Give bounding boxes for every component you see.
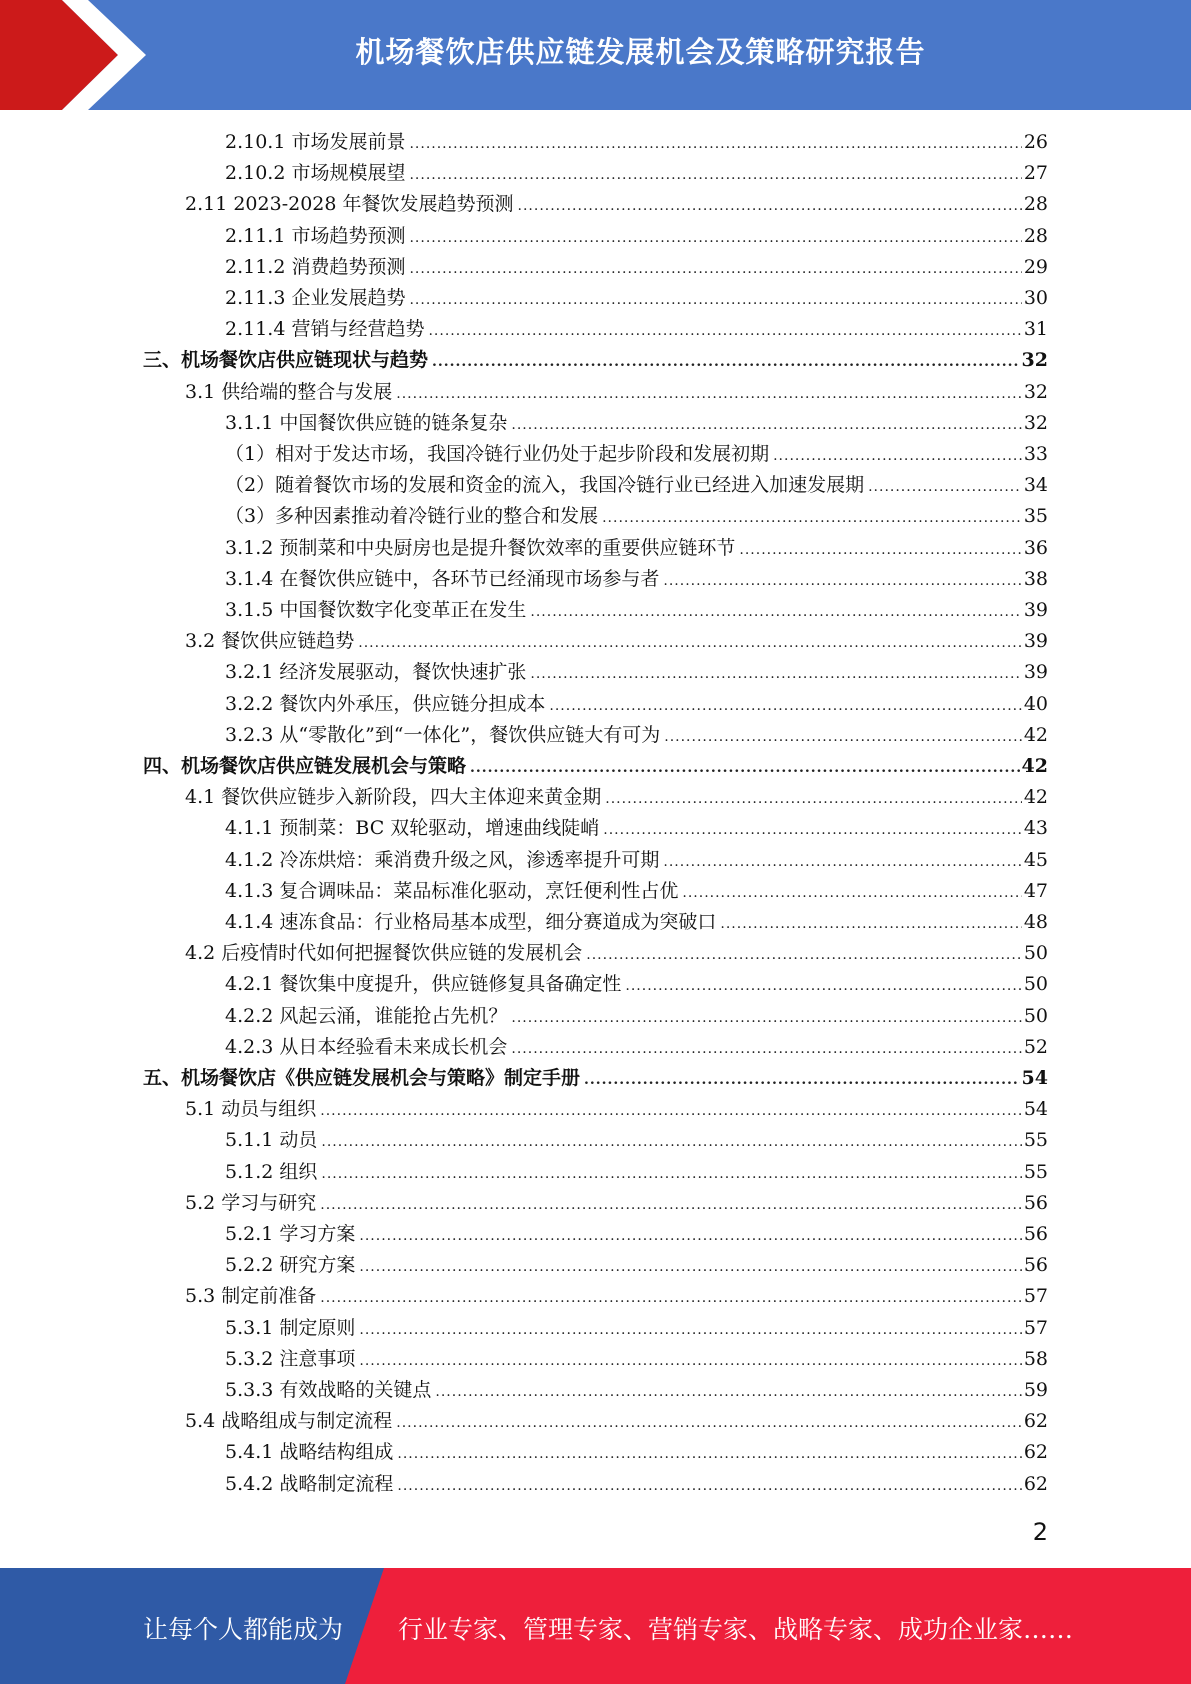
- toc-entry-page: 62: [1023, 1473, 1048, 1495]
- toc-entry-title: 4.1.1 预制菜：BC 双轮驱动，增速曲线陡峭: [225, 817, 600, 839]
- toc-entry-page: 36: [1023, 537, 1048, 559]
- toc-entry[interactable]: [225, 158, 1048, 189]
- toc-leader-dots: [396, 379, 1022, 410]
- toc-entry-title: 5.4.2 战略制定流程: [225, 1473, 394, 1495]
- footer-slogan-right: 行业专家、管理专家、营销专家、战略专家、成功企业家……: [398, 1615, 1074, 1644]
- toc-entry-title: 3.1.4 在餐饮供应链中，各环节已经涌现市场参与者: [225, 568, 660, 590]
- toc-entry-page: 50: [1023, 1005, 1048, 1027]
- toc-entry-page: 35: [1023, 505, 1048, 527]
- toc-entry-page: 47: [1023, 880, 1048, 902]
- toc-entry-page: 45: [1023, 849, 1048, 871]
- toc-entry-title: 3.1 供给端的整合与发展: [185, 381, 393, 403]
- toc-entry-page: 55: [1023, 1129, 1048, 1151]
- toc-entry-title: 5.3 制定前准备: [185, 1285, 317, 1307]
- toc-entry-page: 27: [1023, 162, 1048, 184]
- toc-entry-page: 57: [1023, 1285, 1048, 1307]
- toc-entry[interactable]: [143, 345, 1048, 376]
- toc-entry-page: 28: [1023, 225, 1048, 247]
- toc-leader-dots: [397, 1471, 1021, 1502]
- toc-entry[interactable]: [225, 876, 1048, 907]
- toc-entry[interactable]: [225, 283, 1048, 314]
- toc-entry[interactable]: [143, 751, 1048, 782]
- toc-leader-dots: [773, 441, 1022, 472]
- toc-entry-page: 48: [1023, 911, 1048, 933]
- toc-entry-page: 33: [1023, 443, 1048, 465]
- toc-leader-dots: [409, 223, 1021, 254]
- toc-entry-title: 2.11.3 企业发展趋势: [225, 287, 406, 309]
- page-number: 2: [1032, 1518, 1048, 1546]
- toc-entry-page: 31: [1023, 318, 1048, 340]
- toc-leader-dots: [435, 1377, 1021, 1408]
- toc-entry-page: 58: [1023, 1348, 1048, 1370]
- toc-entry[interactable]: [225, 127, 1048, 158]
- toc-leader-dots: [320, 1190, 1022, 1221]
- toc-entry-title: 5.4 战略组成与制定流程: [185, 1410, 393, 1432]
- toc-leader-dots: [320, 1283, 1022, 1314]
- toc-entry-title: 3.2 餐饮供应链趋势: [185, 630, 355, 652]
- toc-entry-title: 五、机场餐饮店《供应链发展机会与策略》制定手册: [143, 1067, 581, 1089]
- toc-entry-title: 3.2.3 从“零散化”到“一体化”，餐饮供应链大有可为: [225, 724, 661, 746]
- toc-entry-title: 4.2.3 从日本经验看未来成长机会: [225, 1036, 508, 1058]
- toc-entry[interactable]: [225, 657, 1048, 688]
- toc-entry[interactable]: [225, 1469, 1048, 1500]
- toc-entry-page: 57: [1023, 1317, 1048, 1339]
- toc-entry-title: 四、机场餐饮店供应链发展机会与策略: [143, 755, 467, 777]
- toc-entry-page: 42: [1023, 724, 1048, 746]
- toc-entry[interactable]: [225, 907, 1048, 938]
- toc-entry-title: 5.4.1 战略结构组成: [225, 1441, 394, 1463]
- toc-entry-page: 39: [1023, 661, 1048, 683]
- toc-entry-title: 3.1.2 预制菜和中央厨房也是提升餐饮效率的重要供应链环节: [225, 537, 736, 559]
- toc-entry-title: （3）多种因素推动着冷链行业的整合和发展: [225, 505, 599, 527]
- toc-entry-page: 56: [1023, 1223, 1048, 1245]
- toc-entry-title: 2.11.4 营销与经营趋势: [225, 318, 425, 340]
- toc-entry[interactable]: [185, 1094, 1048, 1125]
- toc-entry[interactable]: [225, 720, 1048, 751]
- toc-leader-dots: [605, 784, 1022, 815]
- toc-leader-dots: [409, 254, 1021, 285]
- toc-leader-dots: [530, 659, 1021, 690]
- toc-entry[interactable]: [185, 1188, 1048, 1219]
- toc-entry-page: 50: [1023, 973, 1048, 995]
- header-title: 机场餐饮店供应链发展机会及策略研究报告: [355, 35, 926, 69]
- toc-entry-title: 5.3.3 有效战略的关键点: [225, 1379, 432, 1401]
- toc-entry-page: 59: [1023, 1379, 1048, 1401]
- toc-entry-title: 5.3.1 制定原则: [225, 1317, 356, 1339]
- toc-entry-title: 5.2.1 学习方案: [225, 1223, 356, 1245]
- toc-entry[interactable]: [185, 189, 1048, 220]
- toc-entry[interactable]: [185, 1406, 1048, 1437]
- toc-entry-title: 5.2.2 研究方案: [225, 1254, 356, 1276]
- toc-entry[interactable]: [225, 1437, 1048, 1468]
- toc-entry-title: （1）相对于发达市场，我国冷链行业仍处于起步阶段和发展初期: [225, 443, 770, 465]
- toc-entry-page: 40: [1023, 693, 1048, 715]
- toc-entry-page: 56: [1023, 1192, 1048, 1214]
- toc-entry-title: 4.2.2 风起云涌，谁能抢占先机？: [225, 1005, 508, 1027]
- toc-entry-title: 5.1.1 动员: [225, 1129, 318, 1151]
- toc-leader-dots: [358, 628, 1022, 659]
- toc-leader-dots: [663, 847, 1021, 878]
- toc-entry-page: 39: [1023, 599, 1048, 621]
- toc-entry-title: 4.1.2 冷冻烘焙：乘消费升级之风，渗透率提升可期: [225, 849, 660, 871]
- toc-entry-title: 4.2 后疫情时代如何把握餐饮供应链的发展机会: [185, 942, 583, 964]
- toc-entry-title: 5.1.2 组织: [225, 1161, 318, 1183]
- toc-entry-page: 56: [1023, 1254, 1048, 1276]
- toc-leader-dots: [664, 722, 1022, 753]
- toc-leader-dots: [470, 753, 1020, 784]
- toc-leader-dots: [584, 1065, 1020, 1096]
- toc-leader-dots: [409, 160, 1021, 191]
- toc-entry-page: 39: [1023, 630, 1048, 652]
- toc-entry-title: 3.2.2 餐饮内外承压，供应链分担成本: [225, 693, 546, 715]
- toc-entry-page: 32: [1023, 381, 1048, 403]
- toc-entry-page: 50: [1023, 942, 1048, 964]
- toc-leader-dots: [359, 1221, 1021, 1252]
- toc-entry-title: 3.1.1 中国餐饮供应链的链条复杂: [225, 412, 508, 434]
- toc-leader-dots: [428, 316, 1021, 347]
- toc-entry-page: 52: [1023, 1036, 1048, 1058]
- toc-leader-dots: [409, 129, 1021, 160]
- toc-entry[interactable]: [225, 564, 1048, 595]
- toc-entry[interactable]: [185, 626, 1048, 657]
- toc-entry[interactable]: [225, 689, 1048, 720]
- toc-leader-dots: [359, 1315, 1021, 1346]
- toc-entry[interactable]: [225, 408, 1048, 439]
- footer-slogan-left: 让每个人都能成为: [143, 1615, 344, 1644]
- toc-entry-title: 2.11.2 消费趋势预测: [225, 256, 406, 278]
- toc-leader-dots: [682, 878, 1021, 909]
- toc-entry[interactable]: [225, 1344, 1048, 1375]
- toc-leader-dots: [739, 535, 1021, 566]
- toc-entry-title: （2）随着餐饮市场的发展和资金的流入，我国冷链行业已经进入加速发展期: [225, 474, 865, 496]
- toc-entry-page: 30: [1023, 287, 1048, 309]
- toc-entry[interactable]: [225, 221, 1048, 252]
- toc-entry-page: 28: [1023, 193, 1048, 215]
- toc-leader-dots: [518, 191, 1022, 222]
- toc-leader-dots: [320, 1096, 1022, 1127]
- toc-entry[interactable]: [225, 533, 1048, 564]
- toc-entry[interactable]: [225, 1032, 1048, 1063]
- toc-leader-dots: [409, 285, 1021, 316]
- toc-entry[interactable]: [185, 782, 1048, 813]
- toc-entry[interactable]: [225, 595, 1048, 626]
- toc-entry-page: 42: [1023, 786, 1048, 808]
- toc-entry-title: 4.1.4 速冻食品：行业格局基本成型，细分赛道成为突破口: [225, 911, 717, 933]
- toc-entry-title: 2.10.2 市场规模展望: [225, 162, 406, 184]
- toc-leader-dots: [625, 971, 1021, 1002]
- toc-leader-dots: [511, 1034, 1021, 1065]
- toc-entry[interactable]: [225, 969, 1048, 1000]
- toc-leader-dots: [359, 1346, 1021, 1377]
- toc-entry-page: 38: [1023, 568, 1048, 590]
- toc-entry[interactable]: [225, 1157, 1048, 1188]
- toc-leader-dots: [549, 691, 1021, 722]
- toc-entry-title: 三、机场餐饮店供应链现状与趋势: [143, 349, 429, 371]
- toc-leader-dots: [321, 1127, 1021, 1158]
- toc-leader-dots: [397, 1439, 1021, 1470]
- toc-entry[interactable]: [143, 1063, 1048, 1094]
- toc-entry-page: 26: [1023, 131, 1048, 153]
- toc-entry[interactable]: [225, 1219, 1048, 1250]
- page-header: [0, 0, 1191, 110]
- toc-leader-dots: [511, 1003, 1021, 1034]
- toc-entry-title: 3.1.5 中国餐饮数字化变革正在发生: [225, 599, 527, 621]
- toc-leader-dots: [432, 347, 1020, 378]
- toc-entry-page: 42: [1021, 755, 1048, 777]
- toc-entry[interactable]: [225, 1375, 1048, 1406]
- toc-entry[interactable]: [225, 1250, 1048, 1281]
- toc-entry-page: 54: [1023, 1098, 1048, 1120]
- toc-leader-dots: [396, 1408, 1022, 1439]
- toc-entry-page: 29: [1023, 256, 1048, 278]
- toc-entry-title: 4.1.3 复合调味品：菜品标准化驱动，烹饪便利性占优: [225, 880, 679, 902]
- toc-entry-title: 3.2.1 经济发展驱动，餐饮快速扩张: [225, 661, 527, 683]
- toc-entry[interactable]: [185, 377, 1048, 408]
- toc-entry[interactable]: [185, 1281, 1048, 1312]
- toc-leader-dots: [530, 597, 1021, 628]
- toc-leader-dots: [602, 503, 1022, 534]
- toc-entry[interactable]: [185, 938, 1048, 969]
- toc-leader-dots: [720, 909, 1021, 940]
- toc-entry-title: 4.2.1 餐饮集中度提升，供应链修复具备确定性: [225, 973, 622, 995]
- toc-entry-title: 2.10.1 市场发展前景: [225, 131, 406, 153]
- toc-entry-title: 4.1 餐饮供应链步入新阶段，四大主体迎来黄金期: [185, 786, 602, 808]
- toc-entry[interactable]: [225, 1313, 1048, 1344]
- toc-leader-dots: [321, 1159, 1021, 1190]
- toc-entry[interactable]: [225, 1001, 1048, 1032]
- toc-entry-page: 34: [1023, 474, 1048, 496]
- toc-entry-page: 55: [1023, 1161, 1048, 1183]
- toc-leader-dots: [868, 472, 1022, 503]
- toc-leader-dots: [603, 815, 1022, 846]
- toc-entry-title: 5.1 动员与组织: [185, 1098, 317, 1120]
- toc-leader-dots: [511, 410, 1021, 441]
- toc-entry[interactable]: [225, 252, 1048, 283]
- toc-entry[interactable]: [225, 845, 1048, 876]
- toc-leader-dots: [586, 940, 1022, 971]
- toc-entry-title: 2.11.1 市场趋势预测: [225, 225, 406, 247]
- toc-leader-dots: [663, 566, 1021, 597]
- toc-entry-title: 5.2 学习与研究: [185, 1192, 317, 1214]
- toc-entry-page: 54: [1021, 1067, 1048, 1089]
- toc-entry[interactable]: [225, 470, 1048, 501]
- page-footer: [0, 1568, 1191, 1684]
- toc-entry-page: 43: [1023, 817, 1048, 839]
- toc-entry-title: 5.3.2 注意事项: [225, 1348, 356, 1370]
- toc-entry-page: 32: [1021, 349, 1048, 371]
- toc-entry-page: 32: [1023, 412, 1048, 434]
- toc-entry[interactable]: [225, 813, 1048, 844]
- toc-entry-page: 62: [1023, 1410, 1048, 1432]
- toc-entry[interactable]: [225, 1125, 1048, 1156]
- toc-entry-title: 2.11 2023-2028 年餐饮发展趋势预测: [185, 193, 514, 215]
- toc-entry-page: 62: [1023, 1441, 1048, 1463]
- toc-entry[interactable]: [225, 439, 1048, 470]
- toc-leader-dots: [359, 1252, 1021, 1283]
- toc-entry[interactable]: [225, 314, 1048, 345]
- toc-entry[interactable]: [225, 501, 1048, 532]
